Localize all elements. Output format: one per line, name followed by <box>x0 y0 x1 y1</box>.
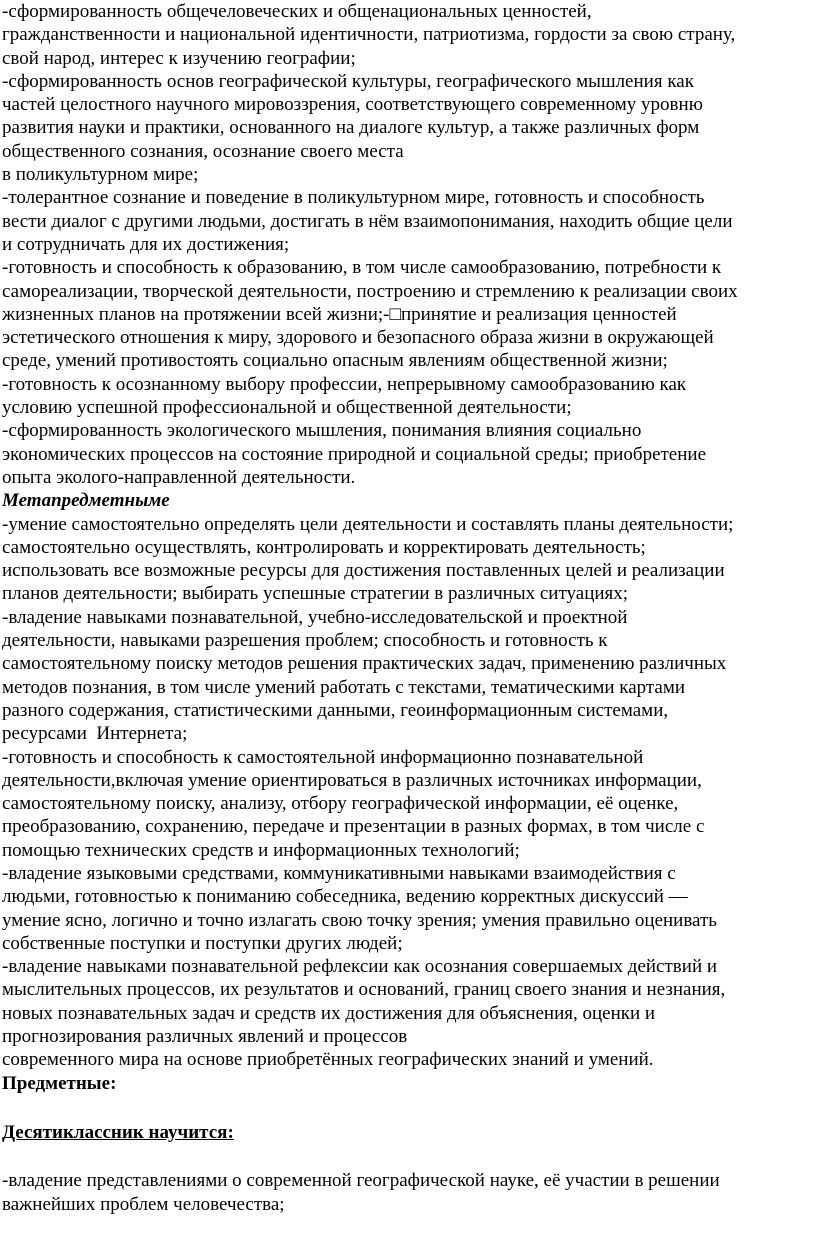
meta-item-3: -готовность и способность к самостоятельной информационно познавательной деятельности,включая умение ориентироваться в различных источниках информации, самостоятельному поиску, анализу, отбору географической информации, её оценке, преобразованию, сохранению, передаче и презентации в разных формах, в том числе с помощью технических средств и информационных технологий; <box>2 746 705 861</box>
personal-item-6: -сформированность экологического мышления, понимания влияния социально экономических процессов на состояние природной и социальной среды; приобретение опыта эколого-направленной деятельности. <box>2 420 707 488</box>
meta-heading: Метапредметныме <box>2 490 170 512</box>
personal-item-5: -готовность к осознанному выбору профессии, непрерывному самообразованию как условию успешной профессиональной и общественной деятельности; <box>2 373 687 419</box>
grade-heading: Десятиклассник научится: <box>2 1121 234 1143</box>
meta-item-2: -владение навыками познавательной, учебно-исследовательской и проектной деятельности, навыками разрешения проблем; способность и готовность к самостоятельному поиску методов решения практических задач, применению различных методов познания, в том числе умений работать с текстами, тематическими картами разного содержания, статистическими данными, геоинформационным системами, ресурсами Интернета; <box>2 606 727 745</box>
personal-item-2: -сформированность основ географической культуры, географического мышления как частей целостного научного мировоззрения, соответствующего современному уровню развития науки и практики, основанного на диалоге культур, а также различных форм общественного сознания, осознание своего места в поликультурном мире; <box>2 70 703 186</box>
personal-item-1: -сформированность общечеловеческих и общенациональных ценностей, гражданственности и национальной идентичности, патриотизма, гордости за свою страну, свой народ, интерес к изучению географии; <box>2 1 736 69</box>
meta-item-4: -владение языковыми средствами, коммуникативными навыками взаимодействия с людьми, готовностью к пониманию собеседника, ведению корректных дискуссий — умение ясно, логично и точно излагать свою точку зрения; умения правильно оценивать собственные поступки и поступки других людей; <box>2 862 717 954</box>
personal-item-4: -готовность и способность к образованию, в том числе самообразованию, потребности к самореализации, творческой деятельности, построению и стремлению к реализации своих жизненных планов на протяжении всей жизни;-□принятие и реализация ценностей эстетического отношения к миру, здорового и безопасного образа жизни в окружающей среде, умений противостоять социально опасным явлениям общественной жизни; <box>2 257 738 372</box>
meta-item-5: -владение навыками познавательной рефлексии как осознания совершаемых действий и мыслительных процессов, их результатов и оснований, границ своего знания и незнания, новых познавательных задач и средств их достижения для объяснения, оценки и прогнозирования различных явлений и процессов современного мира на основе приобретённых географических знаний и умений. <box>2 956 726 1071</box>
subject-heading: Предметные: <box>2 1072 117 1094</box>
subject-item-1: -владение представлениями о современной географической науке, её участии в решении важнейших проблем человечества; <box>2 1170 720 1215</box>
meta-item-1: -умение самостоятельно определять цели деятельности и составлять планы деятельности; самостоятельно осуществлять, контролировать и корректировать деятельность; использовать все возможные ресурсы для достижения поставленных целей и реализации планов деятельности; выбирать успешные стратегии в различных ситуациях; <box>2 513 734 605</box>
personal-item-3: -толерантное сознание и поведение в поликультурном мире, готовность и способность вести диалог с другими людьми, достигать в нём взаимопонимания, находить общие цели и сотрудничать для их достижения; <box>2 187 733 255</box>
